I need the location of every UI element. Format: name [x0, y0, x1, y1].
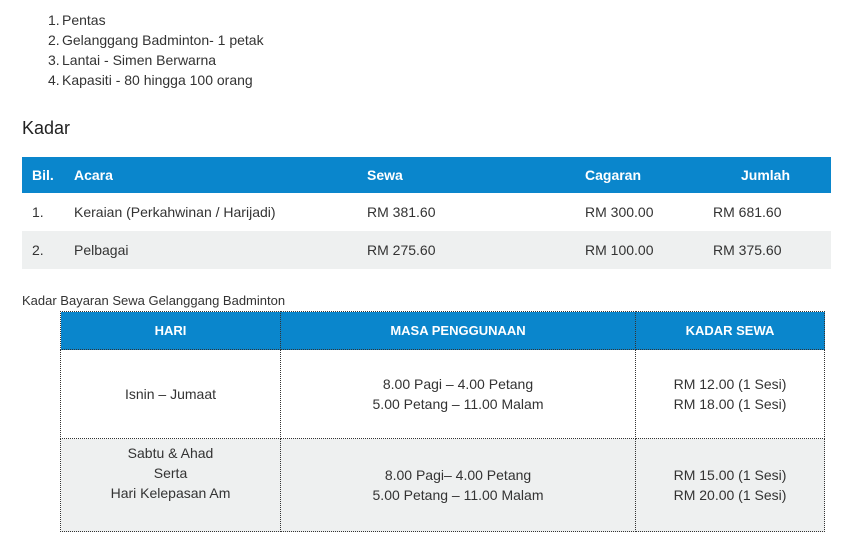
table-row [22, 193, 831, 231]
cell-line: Hari Kelepasan Am [110, 485, 231, 501]
cell-acara: Keraian (Perkahwinan / Harijadi) [74, 204, 276, 220]
cell-kadar [636, 439, 825, 532]
col-header-sewa: Sewa [367, 157, 585, 193]
cell-hari [61, 439, 281, 532]
cell-line: RM 18.00 (1 Sesi) [673, 396, 787, 412]
facility-list [24, 10, 264, 90]
col-header-masa: MASA PENGGUNAAN [281, 312, 636, 350]
list-item: 1. Pentas [48, 12, 106, 28]
col-header-bil: Bil. [22, 157, 74, 193]
cell-line: Sabtu & Ahad [127, 445, 214, 461]
list-item: 4. Kapasiti - 80 hingga 100 orang [48, 72, 253, 88]
cell-line: Isnin – Jumaat [124, 386, 217, 402]
rates-table [22, 157, 831, 269]
col-header-kadar-sewa: KADAR SEWA [636, 312, 825, 350]
section-title: Kadar [22, 118, 71, 138]
cell-line: 8.00 Pagi– 4.00 Petang [384, 467, 532, 483]
col-header-hari: HARI [61, 312, 281, 350]
cell-hari [61, 350, 281, 439]
cell-line: 5.00 Petang – 11.00 Malam [372, 487, 544, 503]
col-header-cagaran: Cagaran [585, 157, 713, 193]
cell-cagaran: RM 300.00 [585, 204, 654, 220]
col-header-acara: Acara [74, 157, 367, 193]
cell-line: RM 15.00 (1 Sesi) [673, 467, 787, 483]
list-item-text: Kapasiti - 80 hingga 100 orang [62, 72, 253, 88]
cell-bil: 1. [32, 204, 44, 220]
cell-line: RM 12.00 (1 Sesi) [673, 376, 787, 392]
list-item-text: Pentas [62, 12, 106, 28]
cell-masa [281, 439, 636, 532]
list-item-text: Gelanggang Badminton- 1 petak [62, 32, 264, 48]
table-row [61, 350, 825, 439]
cell-line: Serta [153, 465, 188, 481]
list-item: 3. Lantai - Simen Berwarna [48, 52, 217, 68]
cell-sewa: RM 381.60 [367, 204, 436, 220]
cell-line: 8.00 Pagi – 4.00 Petang [382, 376, 534, 392]
cell-line: RM 20.00 (1 Sesi) [673, 487, 787, 503]
badminton-rates-table [60, 311, 825, 532]
cell-acara: Pelbagai [74, 231, 367, 269]
table-header-row [61, 312, 825, 350]
table-header-row [22, 157, 831, 193]
cell-masa [281, 350, 636, 439]
cell-line: 5.00 Petang – 11.00 Malam [372, 396, 544, 412]
cell-jumlah: RM 375.60 [713, 231, 831, 269]
cell-cagaran: RM 100.00 [585, 231, 713, 269]
list-item-text: Lantai - Simen Berwarna [62, 52, 217, 68]
col-header-jumlah: Jumlah [713, 157, 831, 193]
table-row [22, 231, 831, 269]
cell-bil: 2. [22, 231, 74, 269]
list-item: 2. Gelanggang Badminton- 1 petak [48, 32, 264, 48]
badminton-caption: Kadar Bayaran Sewa Gelanggang Badminton [22, 293, 286, 308]
table-row [61, 439, 825, 532]
cell-sewa: RM 275.60 [367, 231, 585, 269]
cell-kadar [636, 350, 825, 439]
cell-jumlah: RM 681.60 [713, 204, 782, 220]
